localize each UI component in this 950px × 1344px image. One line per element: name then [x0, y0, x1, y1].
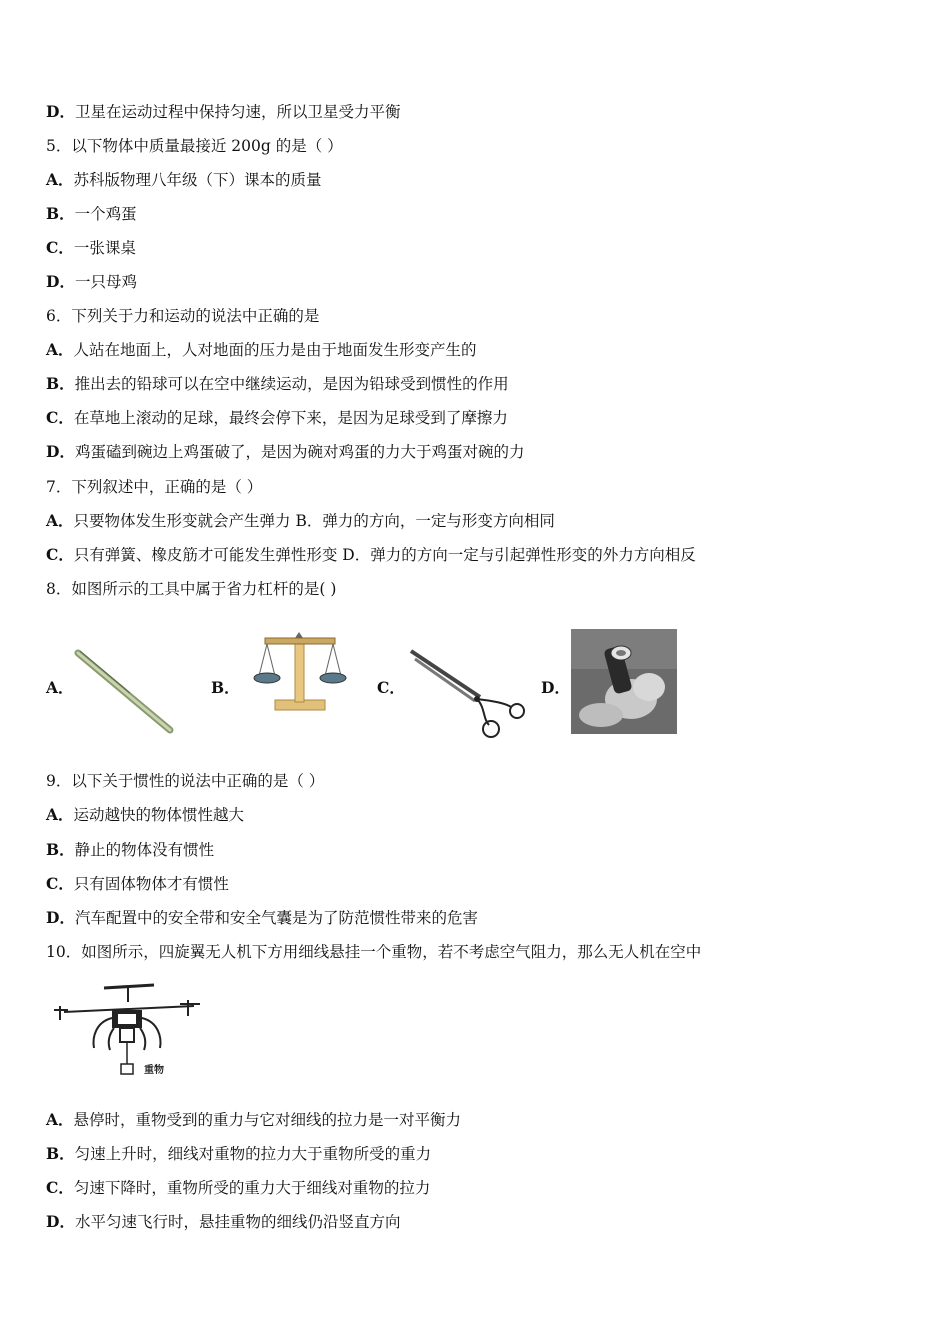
q5-stem: 5．以下物体中质量最接近 200g 的是（ ） [46, 137, 343, 155]
drone-figure [54, 982, 204, 1082]
q10-option-a: A．悬停时，重物受到的重力与它对细线的拉力是一对平衡力 [46, 1110, 462, 1129]
q10-option-b: B．匀速上升时，细线对重物的拉力大于重物所受的重力 [46, 1144, 432, 1163]
q7-options-ab: A．只要物体发生形变就会产生弹力 B．弹力的方向，一定与形变方向相同 [46, 511, 555, 530]
q5-option-b: B．一个鸡蛋 [46, 204, 137, 223]
q9-stem: 9．以下关于惯性的说法中正确的是（ ） [46, 772, 325, 790]
q10-stem: 10．如图所示，四旋翼无人机下方用细线悬挂一个重物，若不考虑空气阻力，那么无人机在空中 [46, 943, 702, 961]
q6-stem: 6．下列关于力和运动的说法中正确的是 [46, 307, 320, 325]
q6-option-b: B．推出去的铅球可以在空中继续运动，是因为铅球受到惯性的作用 [46, 374, 509, 393]
q9-option-a: A．运动越快的物体惯性越大 [46, 805, 245, 824]
q5-option-d: D．一只母鸡 [46, 272, 137, 291]
bottle-opener-photo [571, 629, 677, 734]
q8-label-c: C． [377, 678, 405, 697]
q6-option-c: C．在草地上滚动的足球，最终会停下来，是因为足球受到了摩擦力 [46, 408, 508, 427]
drone-caption: 重物 [144, 1065, 164, 1076]
tweezers-image [70, 645, 180, 740]
q9-option-b: B．静止的物体没有惯性 [46, 840, 215, 859]
q5-option-a: A．苏科版物理八年级（下）课本的质量 [46, 170, 322, 189]
q6-option-a: A．人站在地面上，人对地面的压力是由于地面发生形变产生的 [46, 340, 477, 359]
q4-option-d: D．卫星在运动过程中保持匀速，所以卫星受力平衡 [46, 102, 401, 121]
q9-option-c: C．只有固体物体才有惯性 [46, 874, 229, 893]
q5-option-c: C．一张课桌 [46, 238, 136, 257]
q8-label-d: D． [541, 678, 570, 697]
q10-option-c: C．匀速下降时，重物所受的重力大于细线对重物的拉力 [46, 1178, 431, 1197]
q8-stem: 8．如图所示的工具中属于省力杠杆的是( ) [46, 580, 337, 598]
scissors-image [405, 645, 530, 740]
q8-label-b: B． [211, 678, 240, 697]
q6-option-d: D．鸡蛋磕到碗边上鸡蛋破了，是因为碗对鸡蛋的力大于鸡蛋对碗的力 [46, 442, 525, 461]
q10-option-d: D．水平匀速飞行时，悬挂重物的细线仍沿竖直方向 [46, 1212, 401, 1231]
q9-option-d: D．汽车配置中的安全带和安全气囊是为了防范惯性带来的危害 [46, 908, 478, 927]
q7-stem: 7．下列叙述中，正确的是（ ） [46, 478, 263, 496]
balance-scale-image [245, 628, 355, 713]
q8-label-a: A． [46, 678, 74, 697]
q7-options-cd: C．只有弹簧、橡皮筋才可能发生弹性形变 D．弹力的方向一定与引起弹性形变的外力方向相反 [46, 545, 696, 564]
